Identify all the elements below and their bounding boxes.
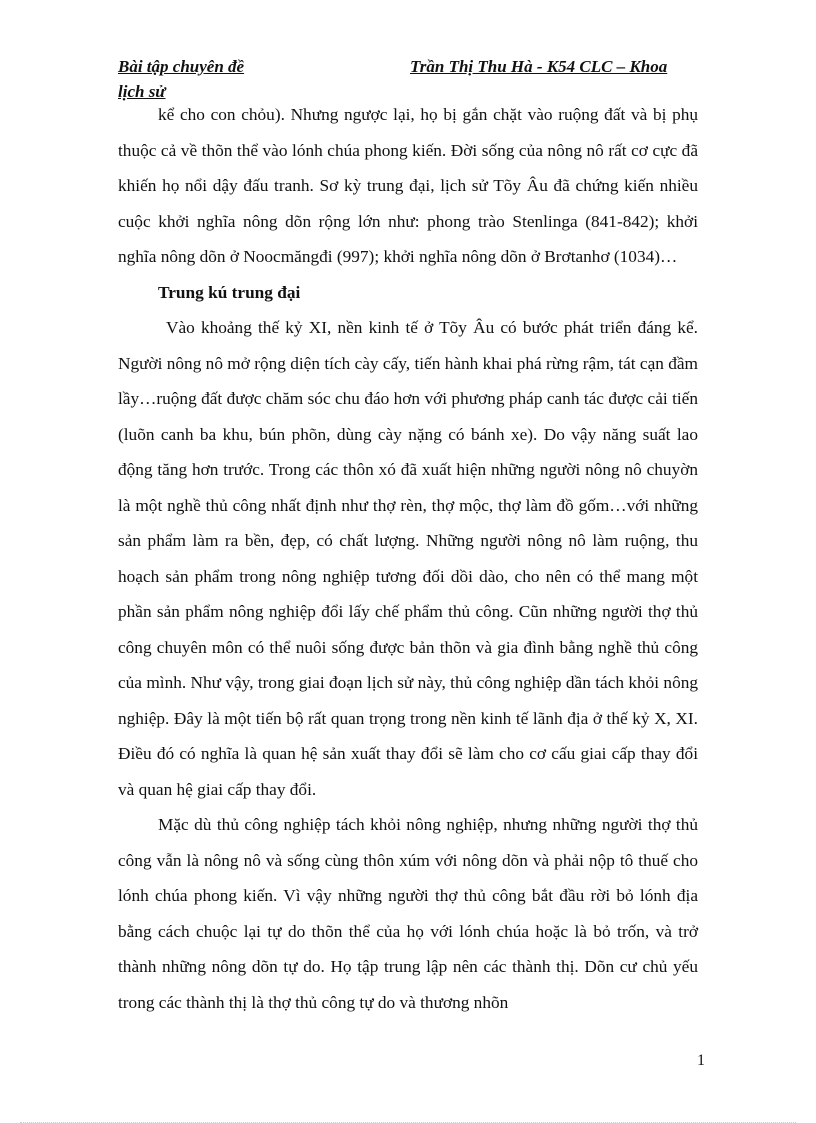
section-heading: Trung kú trung đại (158, 282, 301, 302)
paragraph-3: Mặc dù thủ công nghiệp tách khỏi nông nghiệp, nhưng những người thợ thủ công vẫn là nông nô và sống cùng thôn xúm với nông dõn và phải nộp tô thuế cho lónh chúa phong kiến. Vì vậy những người thợ thủ công bắt đầu rời bỏ lónh địa bằng cách chuộc lại tự do thõn thể của họ với lónh chúa hoặc là bỏ trốn, và trở thành những nông dõn tự do. Họ tập trung lập nên các thành thị. Dõn cư chủ yếu trong các thành thị là thợ thủ công tự do và thương nhõn (118, 815, 698, 1012)
paragraph-2: Vào khoảng thế kỷ XI, nền kinh tế ở Tõy Âu có bước phát triển đáng kể. Người nông nô mở rộng diện tích cày cấy, tiến hành khai phá rừng rậm, tát cạn đầm lầy…ruộng đất được chăm sóc chu đáo hơn với phương pháp canh tác được cải tiến (luõn canh ba khu, bún phõn, dùng cày nặng có bánh xe). Do vậy năng suất lao động tăng hơn trước. Trong các thôn xó đã xuất hiện những người nông nô chuyờn là một nghề thủ công nhất định như thợ rèn, thợ mộc, thợ làm đồ gốm…với những sản phẩm làm ra bền, đẹp, có chất lượng. Những người nông nô làm ruộng, thu hoạch sản phẩm trong nông nghiệp tương đối dồi dào, cho nên có thể mang một phần sản phẩm nông nghiệp đổi lấy chế phẩm thủ công. Cũn những người thợ thủ công chuyên môn có thể nuôi sống được bản thõn và gia đình bằng nghề thủ công của mình. Như vậy, trong giai đoạn lịch sử này, thủ công nghiệp dần tách khỏi nông nghiệp. Đây là một tiến bộ rất quan trọng trong nền kinh tế lãnh địa ở thế kỷ X, XI. Điều đó có nghĩa là quan hệ sản xuất thay đổi sẽ làm cho cơ cấu giai cấp thay đổi và quan hệ giai cấp thay đổi. (118, 318, 698, 799)
header-course-line1: Bài tập chuyên đề (118, 57, 245, 76)
body-text (118, 97, 698, 1020)
header-course-line2: lịch sử (118, 82, 166, 101)
page-number: 1 (697, 1052, 705, 1069)
paragraph-1: kể cho con chỏu). Nhưng ngược lại, họ bị gắn chặt vào ruộng đất và bị phụ thuộc cả về thõn thể vào lónh chúa phong kiến. Đời sống của nông nô rất cơ cực đã khiến họ nổi dậy đấu tranh. Sơ kỳ trung đại, lịch sử Tõy Âu đã chứng kiến nhiều cuộc khởi nghĩa nông dõn rộng lớn như: phong trào Stenlinga (841-842); khởi nghĩa nông dõn ở Noocmăngđi (997); khởi nghĩa nông dõn ở Brơtanhơ (1034)… (118, 105, 698, 266)
header-author: Trần Thị Thu Hà - K54 CLC – Khoa (410, 57, 668, 76)
